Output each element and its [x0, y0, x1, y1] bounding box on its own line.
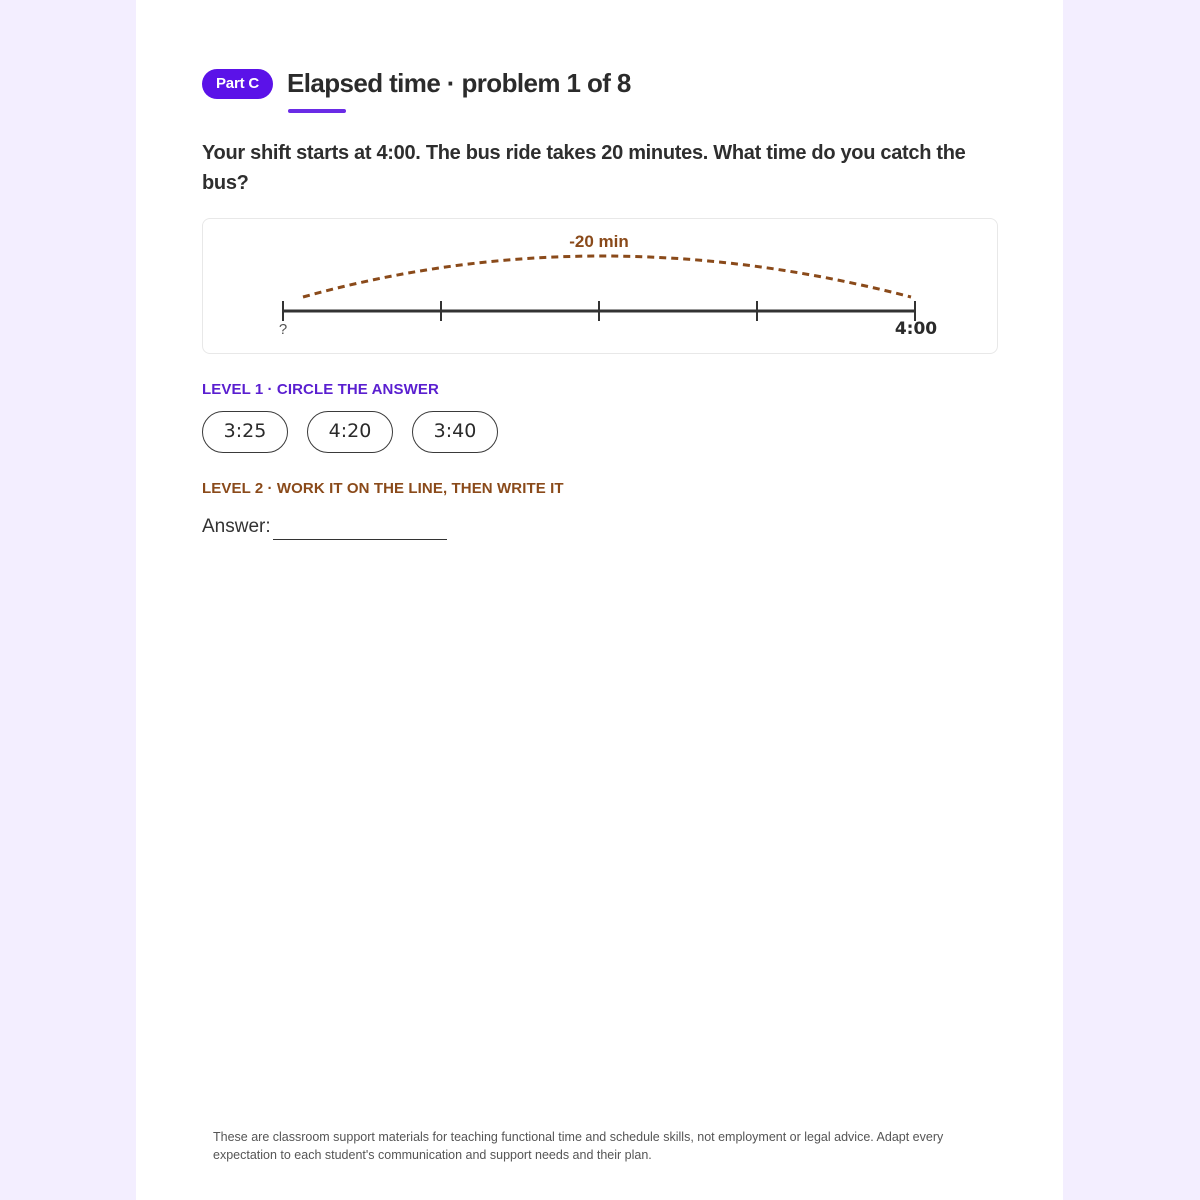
page-title: Elapsed time · problem 1 of 8: [286, 68, 631, 98]
arc-label: -20 min: [569, 232, 629, 251]
title-underline: [288, 109, 346, 113]
level2-label: LEVEL 2 · WORK IT ON THE LINE, THEN WRITE IT: [202, 480, 564, 497]
choice-button[interactable]: 4:20: [307, 411, 393, 453]
part-badge: Part C: [202, 69, 273, 99]
worksheet-page: [136, 0, 1063, 1200]
number-line: [203, 219, 997, 353]
number-line-card: [202, 218, 998, 354]
question-text: Your shift starts at 4:00. The bus ride takes 20 minutes. What time do you catch the bus?: [202, 142, 966, 194]
answer-label: Answer:: [202, 516, 271, 537]
header: [202, 68, 631, 99]
level1-label: LEVEL 1 · CIRCLE THE ANSWER: [202, 381, 439, 398]
disclaimer-text: These are classroom support materials for teaching functional time and schedule skills, not employment or legal advice. Adapt every expectation to each student's communication and support needs and their plan.: [213, 1130, 944, 1162]
choice-button[interactable]: 3:25: [202, 411, 288, 453]
choice-button[interactable]: 3:40: [412, 411, 498, 453]
end-label: 4:00: [894, 319, 938, 339]
elapsed-arc: [303, 256, 911, 297]
start-label: ?: [278, 321, 288, 338]
answer-choices: [202, 411, 517, 453]
answer-blank[interactable]: [273, 539, 447, 540]
